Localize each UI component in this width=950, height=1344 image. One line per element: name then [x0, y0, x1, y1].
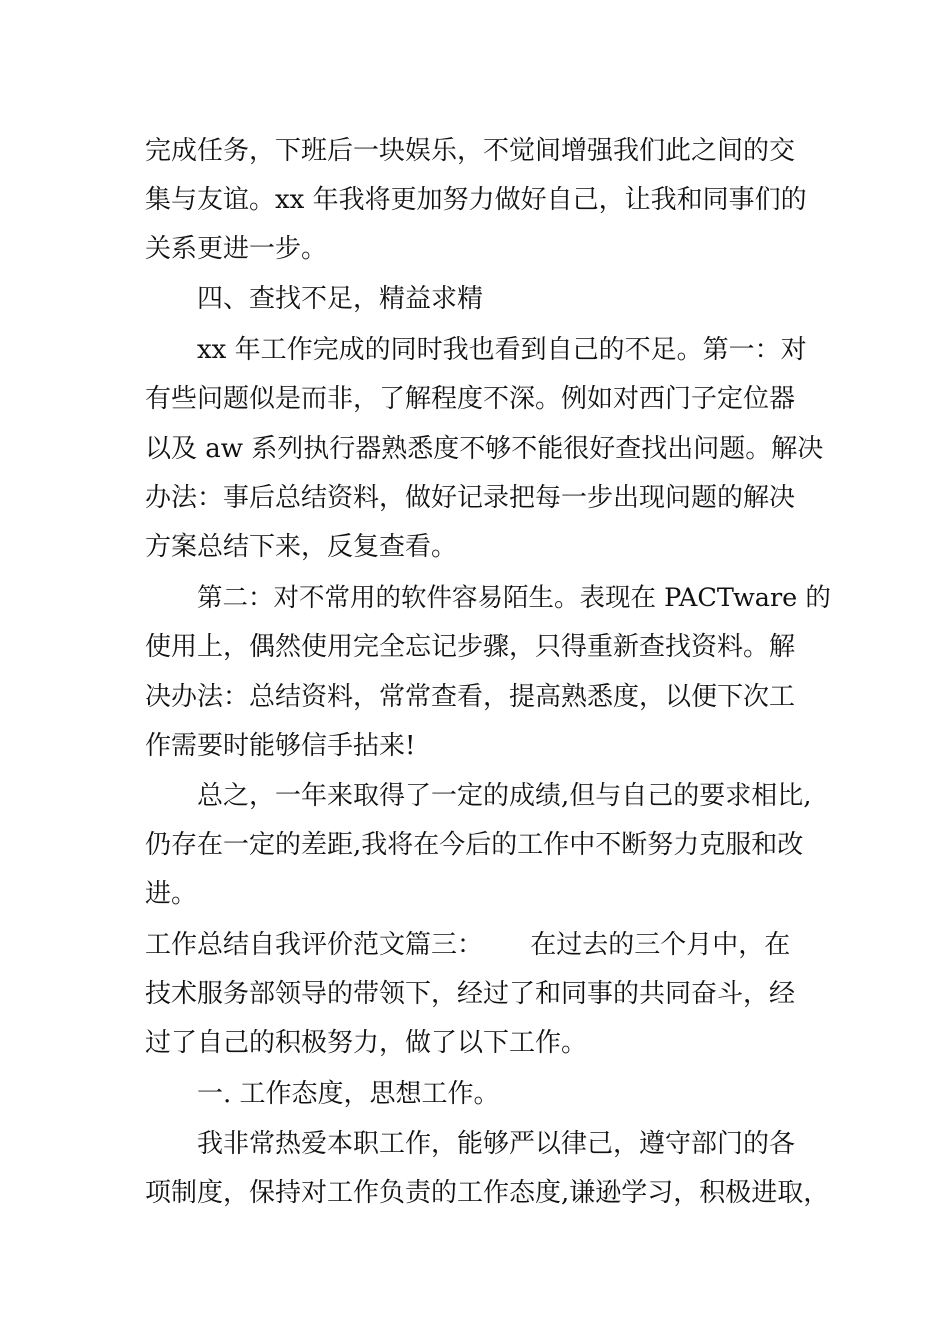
section-heading: 工作总结自我评价范文篇三： 在过去的三个月中，在 — [145, 930, 791, 960]
section-heading: 四、查找不足，精益求精 — [197, 284, 484, 314]
text-line: 方案总结下来，反复查看。 — [145, 532, 458, 562]
text-line: 完成任务，下班后一块娱乐，不觉间增强我们此之间的交 — [145, 136, 796, 166]
text-line: 第二：对不常用的软件容易陌生。表现在 PACTware 的 — [197, 583, 831, 613]
text-line: 过了自己的积极努力，做了以下工作。 — [145, 1028, 588, 1058]
text-line: 我非常热爱本职工作，能够严以律己，遵守部门的各 — [197, 1129, 796, 1159]
text-line: 决办法：总结资料，常常查看，提高熟悉度，以便下次工 — [145, 682, 796, 712]
text-line: 技术服务部领导的带领下，经过了和同事的共同奋斗，经 — [145, 979, 796, 1009]
text-line: xx 年工作完成的同时我也看到自己的不足。第一：对 — [197, 335, 807, 365]
text-line: 总之，一年来取得了一定的成绩,但与自己的要求相比, — [197, 781, 812, 811]
text-line: 项制度，保持对工作负责的工作态度,谦逊学习，积极进取， — [145, 1178, 830, 1208]
text-line: 以及 aw 系列执行器熟悉度不够不能很好查找出问题。解决 — [145, 434, 824, 464]
text-line: 关系更进一步。 — [145, 234, 328, 264]
section-heading: 一. 工作态度，思想工作。 — [197, 1079, 500, 1109]
text-line: 使用上，偶然使用完全忘记步骤，只得重新查找资料。解 — [145, 632, 796, 662]
text-line: 办法：事后总结资料，做好记录把每一步出现问题的解决 — [145, 483, 796, 513]
text-line: 作需要时能够信手拈来! — [145, 731, 416, 761]
text-line: 进。 — [145, 879, 198, 909]
text-line: 仍存在一定的差距,我将在今后的工作中不断努力克服和改 — [145, 830, 804, 860]
text-line: 有些问题似是而非，了解程度不深。例如对西门子定位器 — [145, 384, 796, 414]
text-line: 集与友谊。xx 年我将更加努力做好自己，让我和同事们的 — [145, 185, 807, 215]
